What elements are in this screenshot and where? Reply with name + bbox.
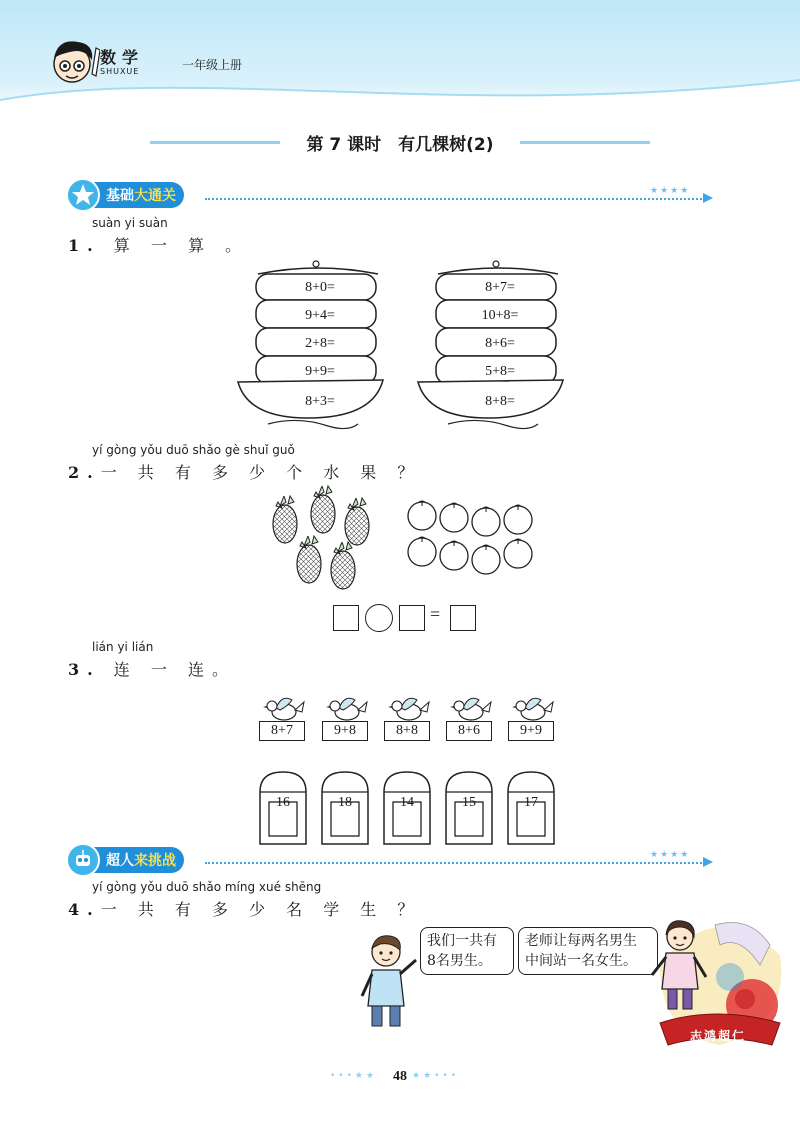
q2-number: 2. bbox=[68, 463, 101, 482]
section-basic-arrow-icon bbox=[703, 193, 713, 203]
q3-bird-tag-3[interactable]: 8+8 bbox=[384, 721, 430, 741]
section-basic-stars-icon: ★★★★ bbox=[650, 186, 691, 196]
q3-text: 连 一 连。 bbox=[113, 660, 236, 679]
q2-answer-box-1[interactable] bbox=[333, 605, 359, 631]
q2-answer-box-2[interactable] bbox=[399, 605, 425, 631]
q3-bird-tag-5[interactable]: 9+9 bbox=[508, 721, 554, 741]
section-challenge-dotted-line bbox=[205, 862, 705, 864]
q1-right-item-5: 8+8= bbox=[485, 394, 515, 409]
badge-text: 志鸿超仁 bbox=[689, 1029, 746, 1043]
section-challenge-robot-icon bbox=[66, 843, 100, 877]
q4-number: 4. bbox=[68, 900, 101, 919]
q2-prompt bbox=[68, 460, 421, 483]
q4-boy-figure bbox=[358, 930, 420, 1030]
mascot-boy-icon bbox=[48, 34, 100, 92]
q4-girl-line-1: 老师让每两名男生 bbox=[525, 933, 637, 949]
q2-equals-sign: = bbox=[430, 604, 441, 624]
q2-text: 一 共 有 多 少 个 水 果 ？ bbox=[100, 463, 422, 482]
q2-operator-circle[interactable] bbox=[365, 604, 393, 632]
page-number: 48 bbox=[393, 1069, 407, 1084]
q3-house-number-1: 16 bbox=[276, 795, 290, 810]
q4-text: 一 共 有 多 少 名 学 生 ？ bbox=[100, 900, 422, 919]
q3-bird-tag-1[interactable]: 8+7 bbox=[259, 721, 305, 741]
q2-pinyin: yí gòng yǒu duō shǎo gè shuǐ guǒ bbox=[92, 443, 295, 457]
q3-house-number-2: 18 bbox=[338, 795, 352, 810]
q4-boy-line-1: 我们一共有 bbox=[427, 933, 497, 949]
q3-pinyin: lián yi lián bbox=[92, 640, 154, 654]
footer-stars-left-icon: •••★★ bbox=[330, 1071, 378, 1081]
q1-number: 1. bbox=[68, 236, 101, 255]
q4-girl-line-2: 中间站一名女生。 bbox=[525, 953, 637, 969]
q4-boy-speech-bubble bbox=[420, 927, 514, 975]
section-basic-highlight: 大通关 bbox=[134, 188, 176, 204]
q1-right-item-3: 8+6= bbox=[485, 336, 515, 351]
q1-left-item-2: 9+4= bbox=[305, 308, 335, 323]
q2-answer-box-3[interactable] bbox=[450, 605, 476, 631]
q3-house-number-4: 15 bbox=[462, 795, 476, 810]
q1-prompt bbox=[68, 233, 249, 256]
q4-boy-line-2: 8名男生。 bbox=[427, 953, 492, 969]
q1-left-item-5: 8+3= bbox=[305, 394, 335, 409]
section-challenge-highlight: 来挑战 bbox=[134, 853, 176, 869]
q1-left-item-1: 8+0= bbox=[305, 280, 335, 295]
q4-girl-speech-bubble bbox=[518, 927, 658, 975]
section-basic-dotted-line bbox=[205, 198, 705, 200]
brand-grade: 一年级上册 bbox=[182, 58, 243, 72]
q3-prompt bbox=[68, 657, 236, 680]
section-basic-prefix: 基础 bbox=[106, 188, 134, 204]
q1-right-item-2: 10+8= bbox=[481, 308, 519, 323]
q2-fruit-drawing bbox=[270, 484, 540, 594]
q1-right-item-1: 8+7= bbox=[485, 280, 515, 295]
section-challenge-stars-icon: ★★★★ bbox=[650, 850, 691, 860]
q4-pinyin: yí gòng yǒu duō shǎo míng xué shēng bbox=[92, 880, 322, 894]
q3-bird-tag-4[interactable]: 8+6 bbox=[446, 721, 492, 741]
q3-number: 3. bbox=[68, 660, 101, 679]
section-challenge-arrow-icon bbox=[703, 857, 713, 867]
q1-left-item-4: 9+9= bbox=[305, 364, 335, 379]
section-challenge-prefix: 超人 bbox=[106, 853, 134, 869]
q3-house-number-5: 17 bbox=[524, 795, 538, 810]
footer-stars-right-icon: ★★••• bbox=[412, 1071, 460, 1081]
q1-left-item-3: 2+8= bbox=[305, 336, 335, 351]
brand-subject-pinyin: SHUXUE bbox=[100, 67, 140, 76]
lesson-title: 第 7 课时 有几棵树(2) bbox=[306, 135, 494, 155]
q4-prompt bbox=[68, 897, 421, 920]
q1-text: 算 一 算 。 bbox=[113, 236, 250, 255]
brand-subject: 数学 bbox=[100, 48, 145, 67]
q1-right-item-4: 5+8= bbox=[485, 364, 515, 379]
q3-house-number-3: 14 bbox=[400, 795, 414, 810]
q3-bird-tag-2[interactable]: 9+8 bbox=[322, 721, 368, 741]
q1-pinyin: suàn yi suàn bbox=[92, 216, 168, 230]
section-basic-star-icon bbox=[66, 178, 100, 212]
